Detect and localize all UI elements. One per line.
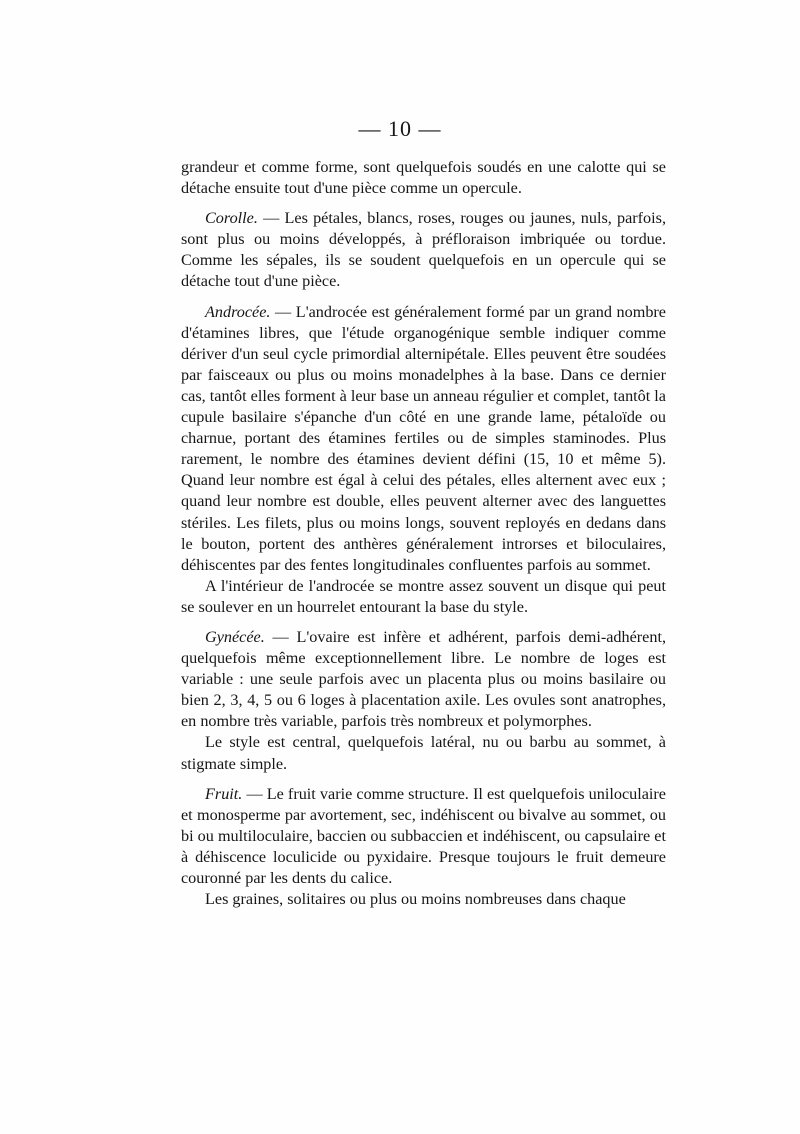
paragraph-text: Les graines, solitaires ou plus ou moins nombreuses dans chaque xyxy=(205,890,626,909)
paragraph-text: — Les pétales, blancs, roses, rouges ou jaunes, nuls, parfois, sont plus ou moins développés, à préfloraison imbriquée ou tordue. Comme les sépales, ils se soudent quelquefois en un opercule qui se détache tout d'une pièce. xyxy=(181,209,666,291)
page-number: — 10 — xyxy=(358,116,442,141)
paragraph-corolle xyxy=(181,208,666,292)
section-heading-fruit: Fruit. xyxy=(205,784,243,803)
body-text xyxy=(181,157,666,910)
paragraph-fruit xyxy=(181,784,666,889)
paragraph-text: A l'intérieur de l'androcée se montre assez souvent un disque qui peut se soulever en un hourrelet entourant la base du style. xyxy=(181,576,666,616)
paragraph-androcee xyxy=(181,302,666,576)
section-heading-corolle: Corolle. xyxy=(205,209,258,228)
paragraph-continuation xyxy=(181,157,666,199)
paragraph-graines xyxy=(181,889,666,910)
paragraph-text: — L'androcée est généralement formé par un grand nombre d'étamines libres, que l'étude organogénique semble indiquer comme dériver d'un seul cycle primordial alternipétale. Elles peuvent être soudées par faisceaux ou plus ou moins monadelphes à la base. Dans ce dernier cas, tantôt elles forment à leur base un anneau régulier et complet, tantôt la cupule basilaire s'épanche d'un côté en une grande lame, pétaloïde ou charnue, portant des étamines fertiles ou de simples staminodes. Plus rarement, le nombre des étamines devient défini (15, 10 et même 5). Quand leur nombre est égal à celui des pétales, elles alternent avec eux ; quand leur nombre est double, elles peuvent alterner avec des languettes stériles. Les filets, plus ou moins longs, souvent reployés en dedans dans le bouton, portent des anthères généralement introrses et biloculaires, déhiscentes par des fentes longitudinales confluentes parfois au sommet. xyxy=(181,302,666,574)
section-heading-androcee: Androcée. xyxy=(205,302,271,321)
section-heading-gynecee: Gynécée. xyxy=(205,627,265,646)
paragraph-disque xyxy=(181,576,666,618)
paragraph-gynecee xyxy=(181,627,666,732)
paragraph-text: — L'ovaire est infère et adhérent, parfois demi-adhérent, quelquefois même exceptionnellement libre. Le nombre de loges est variable : une seule parfois avec un placenta plus ou moins basilaire ou bien 2, 3, 4, 5 ou 6 loges à placentation axile. Les ovules sont anatrophes, en nombre très variable, parfois très nombreux et polymorphes. xyxy=(181,627,666,731)
paragraph-text: grandeur et comme forme, sont quelquefois soudés en une calotte qui se détache ensuite tout d'une pièce comme un opercule. xyxy=(181,158,666,198)
paragraph-text: — Le fruit varie comme structure. Il est quelquefois uniloculaire et monosperme par avortement, sec, indéhiscent ou bivalve au sommet, ou bi ou multiloculaire, baccien ou subbaccien et indéhiscent, ou capsulaire et à déhiscence loculicide ou pyxidaire. Presque toujours le fruit demeure couronné par les dents du calice. xyxy=(181,784,666,887)
paragraph-style xyxy=(181,732,666,774)
paragraph-text: Le style est central, quelquefois latéral, nu ou barbu au sommet, à stigmate simple. xyxy=(181,733,666,773)
